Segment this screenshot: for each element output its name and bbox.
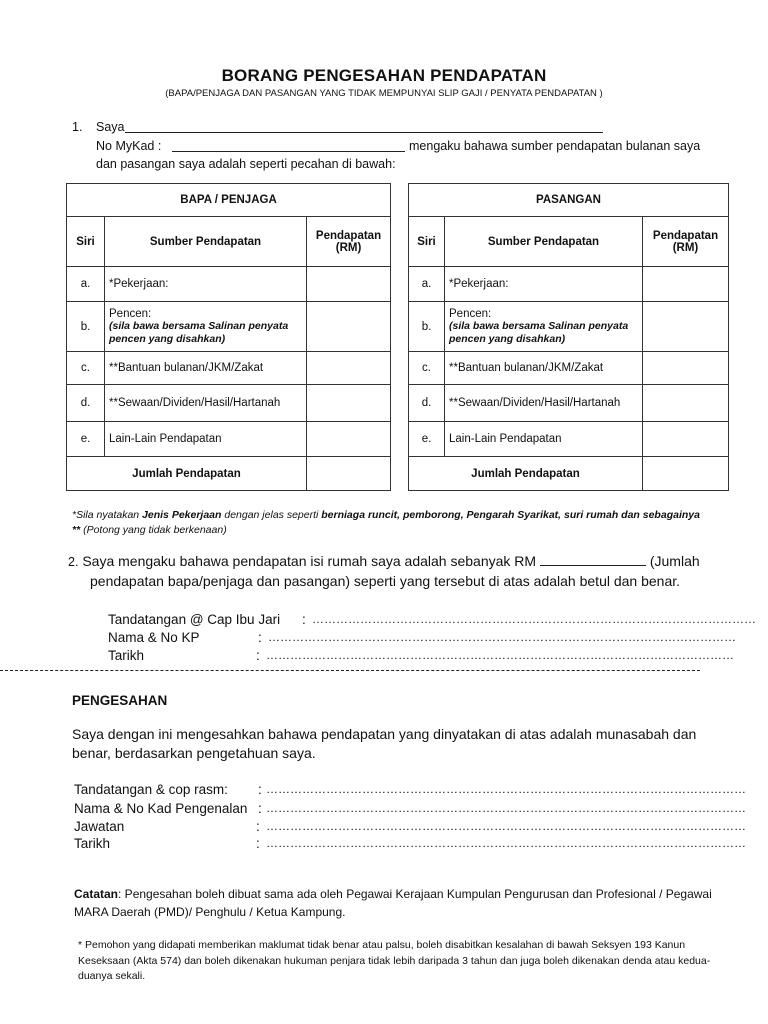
table-row [409, 385, 729, 422]
nama-kp-label: Nama & No KP [108, 630, 200, 645]
row-siri: c. [409, 352, 445, 385]
table-row [67, 267, 391, 302]
tarikh-pengesahan-field[interactable]: ………………………………………………………………………………………………………… [266, 836, 746, 850]
tandatangan-cop-field[interactable]: ………………………………………………………………………………………………………… [266, 782, 746, 796]
jawatan-field[interactable]: ………………………………………………………………………………………………………… [266, 819, 746, 833]
col-siri-header: Siri [409, 217, 445, 267]
table-row [409, 352, 729, 385]
total-amount-input[interactable] [307, 457, 391, 491]
catatan-text: : Pengesahan boleh dibuat sama ada oleh Pegawai Kerajaan Kumpulan Pengurusan dan Profesional / Pegawai MARA Daerah (PMD)/ Penghulu / Ketua Kampung. [74, 887, 712, 919]
table-header: PASANGAN [409, 184, 729, 217]
row-amount-input[interactable] [307, 267, 391, 302]
legal-footnote: * Pemohon yang didapati memberikan maklumat tidak benar atau palsu, boleh disabitkan kesalahan di bawah Seksyen 193 Kanun Keseksaan (Akta 574) dan boleh dikenakan hukuman penjara tidak lebih daripada 3 tahun dan juga boleh dikenakan denda atau kedua-duanya sekali. [78, 939, 711, 982]
table-row [409, 267, 729, 302]
saya-label: Saya [96, 120, 125, 134]
col-pendapatan-header: Pendapatan (RM) [643, 217, 729, 267]
row-siri: b. [67, 302, 105, 352]
tandatangan-field[interactable]: ………………………………………………………………………………………………… [312, 612, 756, 626]
row-siri: e. [67, 422, 105, 457]
saya-name-field[interactable] [125, 120, 603, 133]
section2-text-b: (Jumlah [649, 553, 700, 569]
table-row [409, 422, 729, 457]
row-siri: c. [67, 352, 105, 385]
total-amount-input[interactable] [643, 457, 729, 491]
row-note: (sila bawa bersama Salinan penyata pencen yang disahkan) [449, 319, 629, 345]
form-subtitle: (BAPA/PENJAGA DAN PASANGAN YANG TIDAK MEMPUNYAI SLIP GAJI / PENYATA PENDAPATAN ) [165, 88, 603, 99]
row-amount-input[interactable] [643, 352, 729, 385]
section2-text-c: pendapatan bapa/penjaga dan pasangan) seperti yang tersebut di atas adalah betul dan benar. [90, 573, 681, 589]
table-header: BAPA / PENJAGA [67, 184, 391, 217]
table-pasangan [408, 183, 729, 491]
section1-number: 1. [72, 120, 83, 134]
section1-line2: dan pasangan saya adalah seperti pecahan di bawah: [96, 157, 396, 171]
row-sumber-cell [445, 302, 643, 352]
nama-kp-field[interactable]: ……………………………………………………………………………………………………… [268, 630, 736, 644]
row-siri: d. [67, 385, 105, 422]
row-amount-input[interactable] [307, 302, 391, 352]
tarikh-pengesahan-colon: : [256, 836, 260, 851]
section2 [68, 552, 728, 591]
row-siri: a. [409, 267, 445, 302]
table-bapa-penjaga [66, 183, 391, 491]
tandatangan-cop-colon: : [258, 782, 262, 797]
row-siri: e. [409, 422, 445, 457]
col-siri-header: Siri [67, 217, 105, 267]
pengesahan-text: Saya dengan ini mengesahkan bahawa pendapatan yang dinyatakan di atas adalah munasabah dan benar, berdasarkan pengetahuan saya. [72, 726, 697, 761]
row-siri: a. [67, 267, 105, 302]
row-sumber: **Bantuan bulanan/JKM/Zakat [105, 352, 307, 385]
row-amount-input[interactable] [307, 352, 391, 385]
row-amount-input[interactable] [643, 267, 729, 302]
tandatangan-colon: : [302, 612, 306, 627]
footnote-bold: Jenis Pekerjaan [142, 509, 222, 521]
mykad-label: No MyKad : [96, 139, 162, 153]
section2-text-a: Saya mengaku bahawa pendapatan isi rumah saya adalah sebanyak RM [82, 553, 537, 569]
row-siri: b. [409, 302, 445, 352]
nama-kad-field[interactable]: ………………………………………………………………………………………………………… [266, 801, 746, 815]
mykad-field[interactable] [172, 139, 405, 152]
mykad-suffix: mengaku bahawa sumber pendapatan bulanan saya [409, 139, 701, 153]
tandatangan-label: Tandatangan @ Cap Ibu Jari [108, 612, 281, 627]
tarikh-pengesahan-label: Tarikh [74, 836, 111, 851]
table-row [67, 422, 391, 457]
row-sumber: **Bantuan bulanan/JKM/Zakat [445, 352, 643, 385]
row-amount-input[interactable] [643, 422, 729, 457]
jawatan-colon: : [256, 819, 260, 834]
footnote-text: dengan jelas seperti [221, 509, 322, 521]
table-footnote [72, 508, 702, 538]
row-amount-input[interactable] [643, 385, 729, 422]
total-label: Jumlah Pendapatan [67, 457, 307, 491]
row-sumber: Pencen: [109, 307, 152, 320]
form-title: BORANG PENGESAHAN PENDAPATAN [221, 66, 547, 85]
table-row [67, 352, 391, 385]
catatan-label: Catatan [74, 887, 119, 901]
footnote-bold: berniaga runcit, pemborong, Pengarah Syarikat, suri rumah dan sebagainya [321, 509, 700, 521]
nama-kad-colon: : [258, 801, 262, 816]
row-sumber: Lain-Lain Pendapatan [445, 422, 643, 457]
row-sumber: **Sewaan/Dividen/Hasil/Hartanah [105, 385, 307, 422]
row-sumber: Pencen: [449, 307, 492, 320]
table-row [67, 302, 391, 352]
row-note: (sila bawa bersama Salinan penyata pencen yang disahkan) [109, 319, 289, 345]
section2-number: 2. [68, 555, 79, 569]
tarikh-label: Tarikh [108, 648, 145, 663]
row-sumber: *Pekerjaan: [445, 267, 643, 302]
tarikh-field[interactable]: ……………………………………………………………………………………………………… [266, 648, 734, 662]
table-row [409, 302, 729, 352]
row-sumber-cell [105, 302, 307, 352]
jawatan-label: Jawatan [74, 819, 125, 834]
row-sumber: Lain-Lain Pendapatan [105, 422, 307, 457]
section-divider [0, 670, 700, 671]
col-sumber-header: Sumber Pendapatan [445, 217, 643, 267]
nama-kp-colon: : [258, 630, 262, 645]
footnote-text: ** [72, 524, 84, 536]
total-label: Jumlah Pendapatan [409, 457, 643, 491]
table-row [67, 385, 391, 422]
tandatangan-cop-label: Tandatangan & cop rasm: [74, 782, 228, 797]
row-amount-input[interactable] [643, 302, 729, 352]
row-sumber: *Pekerjaan: [105, 267, 307, 302]
rm-amount-field[interactable] [540, 553, 646, 566]
row-amount-input[interactable] [307, 422, 391, 457]
pengesahan-heading: PENGESAHAN [72, 693, 168, 708]
footnote-text: *Sila nyatakan [72, 509, 143, 521]
footnote-text: (Potong yang tidak berkenaan) [83, 524, 227, 536]
row-sumber: **Sewaan/Dividen/Hasil/Hartanah [445, 385, 643, 422]
tarikh-colon: : [256, 648, 260, 663]
col-pendapatan-header: Pendapatan (RM) [307, 217, 391, 267]
row-siri: d. [409, 385, 445, 422]
col-sumber-header: Sumber Pendapatan [105, 217, 307, 267]
nama-kad-label: Nama & No Kad Pengenalan [74, 801, 248, 816]
catatan [74, 885, 724, 921]
row-amount-input[interactable] [307, 385, 391, 422]
